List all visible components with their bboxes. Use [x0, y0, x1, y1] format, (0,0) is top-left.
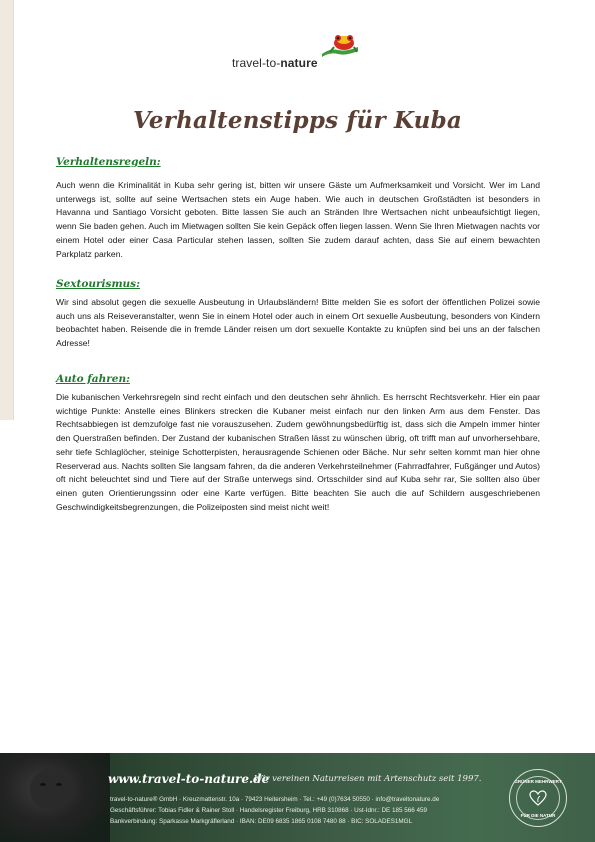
section-heading-verhaltensregeln: Verhaltensregeln:	[56, 156, 161, 168]
footer-bank-info: Bankverbindung: Sparkasse Markgräflerland · IBAN: DE09 6835 1865 0108 7480 88 · BIC: SOLADES1MGL	[110, 818, 413, 825]
footer-company-info: travel-to-nature® GmbH · Kreuzmattenstr. 10a · 79423 Heitersheim · Tel.: +49 (0)7634 50550 · info@traveltonature.de	[110, 796, 440, 803]
footer-management-info: Geschäftsführer: Tobias Fidler & Rainer Stoll · Handelsregister Freiburg, HRB 310868 · Ust-Idnr.: DE 185 566 459	[110, 807, 427, 814]
section-heading-sextourismus: Sextourismus:	[56, 278, 140, 290]
gorilla-image	[0, 753, 110, 842]
footer-banner	[0, 753, 595, 842]
section-text-auto-fahren: Die kubanischen Verkehrsregeln sind recht einfach und den deutschen sehr ähnlich. Es herrscht Rechtsverkehr. Hier ein paar wichtige Punkte: Anstelle eines Blinkers strecken die Kubaner meist einfach nur den linken Arm aus dem Fenster. Das Rechtsabbiegen ist demzufolge fast nie vorauszusehen. Zudem gewöhnungsbedürftig ist, dass sich die Ampeln immer hinter den Querstraßen befinden. Der Zustand der kubanischen Straßen lässt zu wünschen übrig, oft trifft man auf unvorhersehbare, sehr tiefe Schlaglöcher, steinige Schotterpisten, herausragende Schienen oder Bäche. Nur sehr selten kommt man hier ohne Reserverad aus. Nachts sollten Sie langsam fahren, da die anderen Verkehrsteilnehmer (Fahrradfahrer, Fußgänger und Autos) oft nicht beleuchtet sind und Tiere auf der Straße unterwegs sind. Ortsschilder sind auf Kuba sehr rar, Sie sollten also über einen guten Orientierungssinn oder eine Karte verfügen. Bitte beachten Sie auch die auf Schildern ausgeschriebenen Geschwindigkeitsbegrenzungen, die Polizeiposten sind meist nicht weit!	[56, 392, 540, 512]
section-text-verhaltensregeln: Auch wenn die Kriminalität in Kuba sehr gering ist, bitten wir unsere Gäste um Aufmerksamkeit und Vorsicht. Wer im Land unterwegs ist, sollte auf seine Wertsachen stets ein Auge haben. Wie auch in deutschen Großstädten ist besonders in Havanna und Santiago Vorsicht geboten. Bitte lassen Sie auch an Stränden Ihre Wertsachen nicht unbeaufsichtigt liegen, wenn Sie baden gehen. Auch im Mietwagen sollten Sie kein Gepäck offen liegen lassen. Wenn Sie Ihren Mietwagen nachts vor einem Hotel oder einer Casa Particular stehen lassen, sollten Sie zudem darauf achten, dass Sie auf einem bewachten Parkplatz parken.	[56, 180, 540, 259]
logo-text: travel-to-nature	[232, 56, 318, 70]
frog-icon	[320, 30, 360, 60]
page-title: Verhaltenstipps für Kuba	[133, 107, 462, 134]
footer-slogan: Wir vereinen Naturreisen mit Artenschutz seit 1997.	[254, 774, 482, 784]
badge-top-label: GRÜNER MEHRWERT	[514, 779, 562, 784]
section-text-sextourismus: Wir sind absolut gegen die sexuelle Ausbeutung in Urlaubsländern! Bitte melden Sie es sofort der öffentlichen Polizei sowie auch uns als Reiseveranstalter, wenn Sie in einem Hotel oder auch in einem Ort sexuelle Ausbeutung, besonders von Kindern beobachtet haben. Reisende die in fremde Länder reisen um dort sexuelle Kontakte zu knüpfen sind bei uns an der falschen Adresse!	[56, 297, 540, 349]
footer-website-link[interactable]: www.travel-to-nature.de	[108, 772, 270, 786]
gruener-mehrwert-badge	[509, 769, 567, 827]
section-heading-auto-fahren: Auto fahren:	[56, 373, 130, 385]
badge-bottom-label: FÜR DIE NATUR	[520, 813, 556, 818]
heart-leaf-icon	[529, 790, 547, 806]
logo[interactable]	[232, 30, 372, 74]
left-decor-strip	[0, 0, 14, 420]
